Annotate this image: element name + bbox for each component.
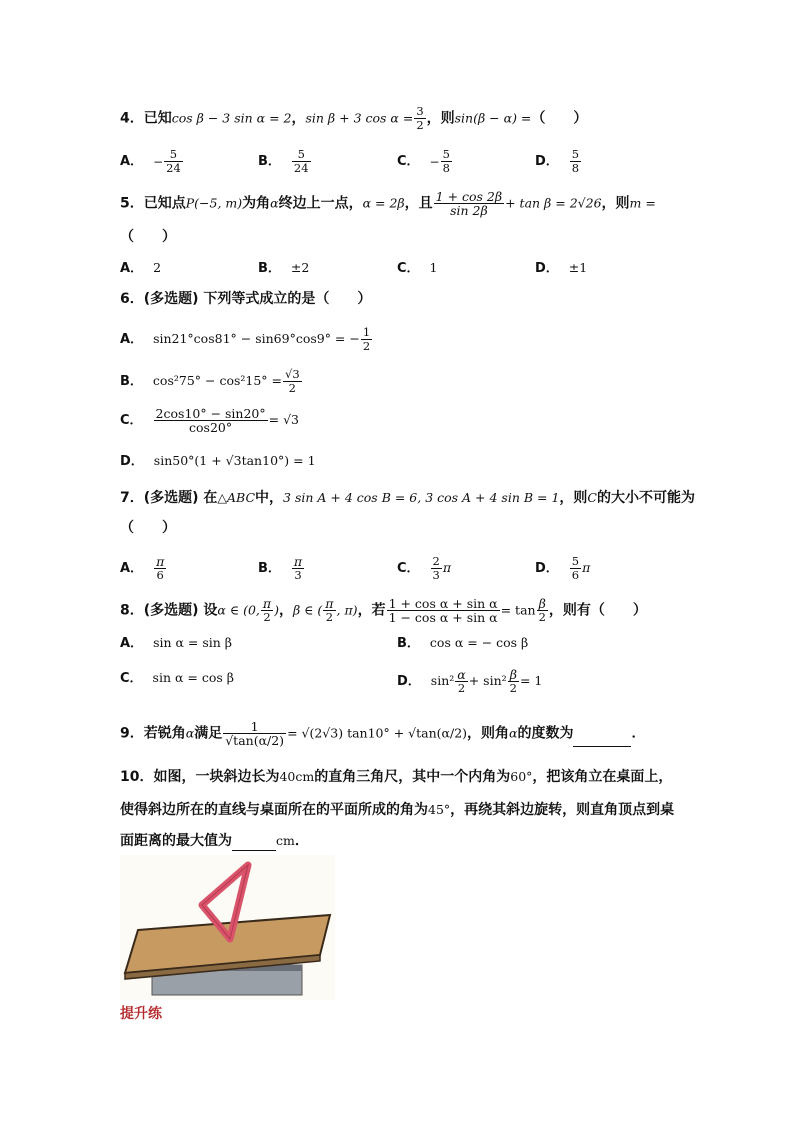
option-num: π <box>156 554 165 569</box>
option-label: C． <box>120 671 143 686</box>
option-label: B． <box>397 636 420 651</box>
q4-cond2-fraction <box>414 105 425 132</box>
q8-ask: ，则有（ ） <box>548 602 647 619</box>
option-den: 24 <box>166 161 181 175</box>
q10-line2-b: ，再绕其斜边旋转，则直角顶点到桌 <box>450 802 675 818</box>
option-value: 1 <box>429 260 438 275</box>
option-expr: sin α = cos β <box>152 670 234 685</box>
q6-option-d[interactable] <box>120 451 316 472</box>
q5-prefix: 5．已知点 <box>120 195 186 212</box>
q10-line-3 <box>120 831 309 851</box>
q9-end: ． <box>631 725 646 742</box>
option-fraction <box>570 148 581 175</box>
option-num: 5 <box>297 147 305 161</box>
q5-cond1: α = 2β <box>362 195 405 211</box>
q7-option-d[interactable] <box>535 555 590 582</box>
option-num: 5 <box>571 147 580 161</box>
option-post: = 1 <box>519 673 543 688</box>
option-sign: − <box>153 154 164 169</box>
q5-ask-var: m = <box>629 195 656 211</box>
option-label: A． <box>120 154 144 169</box>
q7-option-c[interactable] <box>397 555 451 582</box>
q8-ruo: ，若 <box>357 602 386 619</box>
option-label: D． <box>535 261 559 276</box>
q8-sep: ， <box>278 602 293 619</box>
option-label: A． <box>120 561 144 576</box>
option-den: 2 <box>509 681 517 695</box>
q5-fraction <box>434 190 504 217</box>
q5-paren-line <box>120 227 176 247</box>
option-fraction <box>283 368 302 395</box>
q8-fraction <box>387 597 500 624</box>
q8-set2-pre: β ∈ ( <box>292 602 323 618</box>
option-label: C． <box>120 413 143 428</box>
q8-set1-num: π <box>262 596 272 611</box>
q4-cond1: cos β − 3 sin α = 2 <box>171 110 292 126</box>
q8-eq-fraction <box>537 597 548 624</box>
q5-mid2: 终边上一点， <box>278 195 363 212</box>
q9-lhs-den: √tan(α/2) <box>225 733 285 748</box>
option-label: B． <box>258 154 281 169</box>
option-label: D． <box>397 674 421 689</box>
q8-eq: = tan <box>500 602 536 618</box>
q8-set2-fraction <box>323 597 335 624</box>
q4-option-d[interactable] <box>535 148 582 175</box>
q7-triangle: △ABC <box>217 490 256 505</box>
option-pre: sin² <box>430 673 455 688</box>
q4-ask-expr: sin(β − α) = <box>454 110 532 126</box>
q8-option-b[interactable] <box>397 633 528 654</box>
q10-line-2 <box>120 800 674 820</box>
q7-prefix: 7．(多选题) 在 <box>120 490 218 506</box>
q8-set1-fraction <box>261 597 273 624</box>
option-fraction-2 <box>508 668 519 695</box>
q7-mid: 中， <box>255 490 284 506</box>
q8-set1-den: 2 <box>261 610 273 624</box>
q8-set2-post: , π) <box>336 602 358 618</box>
q8-frac-den: 1 − cos α + sin α <box>388 610 498 625</box>
q5-option-c[interactable] <box>397 258 438 279</box>
option-mid: + sin² <box>468 673 507 688</box>
q4-cond2-den: 2 <box>416 118 424 132</box>
option-den: 2 <box>283 381 302 395</box>
option-fraction <box>292 555 304 582</box>
q4-stem <box>120 105 587 132</box>
q9-stem <box>120 720 645 747</box>
option-den: 2 <box>455 681 467 695</box>
option-num: 1 <box>362 325 371 339</box>
q10-angle2: 45° <box>428 802 451 817</box>
option-fraction-1 <box>455 668 467 695</box>
q8-prefix: 8．(多选题) 设 <box>120 602 218 619</box>
q5-cond2-tail: + tan β = 2√26 <box>505 195 602 211</box>
q9-lhs-num: 1 <box>250 719 259 734</box>
q7-paren: （ ） <box>120 520 176 536</box>
q7-var: C <box>587 490 597 505</box>
q7-option-b[interactable] <box>258 555 305 582</box>
option-den: 2 <box>362 339 371 353</box>
option-num: 5 <box>442 147 450 161</box>
option-value: ±2 <box>290 260 310 275</box>
q9-mid: 满足 <box>194 725 223 742</box>
option-num: α <box>457 667 466 682</box>
option-den: 24 <box>293 161 309 175</box>
q7-ask-post: 的大小不可能为 <box>597 490 695 506</box>
q4-cond2-left: sin β + 3 cos α = <box>305 110 414 126</box>
q4-option-c[interactable] <box>397 148 453 175</box>
option-fraction <box>292 148 311 175</box>
q9-answer-blank[interactable] <box>573 732 631 747</box>
q7-stem <box>120 488 695 508</box>
q8-eq-num: β <box>538 596 546 611</box>
q7-ask-pre: ，则 <box>559 490 588 506</box>
q10-line1-c: ，把该角立在桌面上， <box>532 769 673 785</box>
q5-stem <box>120 190 656 217</box>
q9-ask-pre: ，则角 <box>467 725 510 742</box>
q5-mid1: 为角 <box>242 195 271 212</box>
option-expr: sin50°(1 + √3tan10°) = 1 <box>153 453 316 468</box>
option-num: β <box>509 667 517 682</box>
q4-sep1: ， <box>291 110 306 127</box>
option-value: 2 <box>153 260 162 275</box>
option-label: D． <box>535 154 559 169</box>
triangle-ruler-figure <box>120 855 335 1000</box>
q8-set2-den: 2 <box>323 610 335 624</box>
option-den: 6 <box>154 568 166 582</box>
option-num: √3 <box>285 367 300 381</box>
q4-cond2-num: 3 <box>416 104 424 118</box>
option-label: B． <box>120 374 143 389</box>
q6-stem-text: 6．(多选题) 下列等式成立的是（ ） <box>120 291 372 307</box>
option-tail: π <box>582 560 591 575</box>
q7-paren-line <box>120 518 176 538</box>
q8-set2-num: π <box>325 596 334 611</box>
option-den: 6 <box>571 568 580 582</box>
option-num: π <box>293 554 303 569</box>
q8-stem <box>120 597 647 624</box>
q8-option-d[interactable] <box>397 668 542 695</box>
q10-length: 40cm <box>279 769 315 784</box>
option-expr: sin21°cos81° − sin69°cos9° = − <box>153 331 360 346</box>
q8-set1-post: ) <box>274 602 279 618</box>
option-num: 2cos10° − sin20° <box>155 406 266 421</box>
option-den: 8 <box>571 161 580 175</box>
option-fraction <box>154 555 166 582</box>
option-tail: π <box>442 560 452 575</box>
q5-point: P(−5, m) <box>185 195 243 211</box>
option-label: C． <box>397 261 420 276</box>
q10-line1-b: 的直角三角尺，其中一个内角为 <box>314 769 511 785</box>
q10-answer-blank[interactable] <box>232 836 276 851</box>
option-label: A． <box>120 636 144 651</box>
option-den: 8 <box>442 161 450 175</box>
option-fraction <box>361 326 372 353</box>
q9-prefix: 9．若锐角 <box>120 725 186 742</box>
q6-option-b[interactable] <box>120 368 303 395</box>
q10-line-1 <box>120 767 672 787</box>
option-fraction <box>164 148 183 175</box>
option-den: 3 <box>292 568 304 582</box>
option-label: A． <box>120 261 144 276</box>
q7-cond: 3 sin A + 4 cos B = 6, 3 cos A + 4 sin B = 1 <box>283 490 560 505</box>
option-sign: − <box>429 154 440 169</box>
q9-lhs-fraction <box>223 720 286 747</box>
q4-ask-pre: ，则 <box>426 110 455 127</box>
q5-option-b[interactable] <box>258 258 309 279</box>
option-num: 2 <box>432 554 440 568</box>
option-num: 5 <box>571 554 580 568</box>
q9-alpha-2: α <box>509 725 518 741</box>
option-label: D． <box>120 454 144 469</box>
q10-line3-a: 面距离的最大值为 <box>120 833 232 849</box>
q6-option-a[interactable] <box>120 326 373 353</box>
q10-line2-a: 使得斜边所在的直线与桌面所在的平面所成的角为 <box>120 802 428 818</box>
option-label: B． <box>258 261 281 276</box>
q4-ask-paren: （ ） <box>531 110 588 127</box>
q8-set1-pre: α ∈ (0, <box>217 602 260 618</box>
option-expr: sin α = sin β <box>153 635 233 650</box>
q10-unit: cm <box>276 833 295 848</box>
option-label: D． <box>535 561 559 576</box>
option-den: 3 <box>432 568 440 582</box>
figure-svg <box>120 855 335 1000</box>
q5-ask-pre: ，则 <box>601 195 630 212</box>
q5-frac-num: 1 + cos 2β <box>435 189 503 204</box>
option-fraction <box>570 555 581 582</box>
q9-ask-post: 的度数为 <box>517 725 574 742</box>
option-value: ±1 <box>568 260 588 275</box>
option-fraction <box>441 148 452 175</box>
q10-angle1: 60° <box>510 769 533 784</box>
q9-rhs: = √(2√3) tan10° + √tan(α/2) <box>287 725 468 741</box>
option-expr: cos α = − cos β <box>429 635 529 650</box>
q5-frac-den: sin 2β <box>434 203 504 217</box>
q5-paren: （ ） <box>120 229 176 245</box>
option-num: 5 <box>169 147 178 161</box>
q5-option-a[interactable] <box>120 258 161 279</box>
option-expr: cos²75° − cos²15° = <box>152 373 283 388</box>
q5-alpha: α <box>270 195 279 211</box>
q6-stem <box>120 289 371 309</box>
q4-option-a[interactable] <box>120 148 184 175</box>
q8-option-a[interactable] <box>120 633 232 654</box>
q6-option-c[interactable] <box>120 407 299 434</box>
q5-mid3: ，且 <box>404 195 433 212</box>
option-label: C． <box>397 561 420 576</box>
option-label: C． <box>397 154 420 169</box>
option-label: A． <box>120 332 144 347</box>
q9-alpha: α <box>185 725 195 741</box>
q4-option-b[interactable] <box>258 148 312 175</box>
q8-eq-den: 2 <box>538 610 546 624</box>
option-fraction <box>431 555 442 582</box>
q8-frac-num: 1 + cos α + sin α <box>388 596 498 611</box>
option-label: B． <box>258 561 281 576</box>
q10-end: ． <box>294 833 309 849</box>
option-den: cos20° <box>154 420 268 434</box>
option-tail: = √3 <box>268 412 300 427</box>
section-heading-tishenglian: 提升练 <box>120 1006 162 1022</box>
q7-option-a[interactable] <box>120 555 167 582</box>
q8-option-c[interactable] <box>120 668 234 689</box>
q4-prefix: 4．已知 <box>120 110 172 127</box>
option-fraction <box>154 407 268 434</box>
q5-option-d[interactable] <box>535 258 587 279</box>
q10-line1-a: 10．如图，一块斜边长为 <box>120 769 280 785</box>
